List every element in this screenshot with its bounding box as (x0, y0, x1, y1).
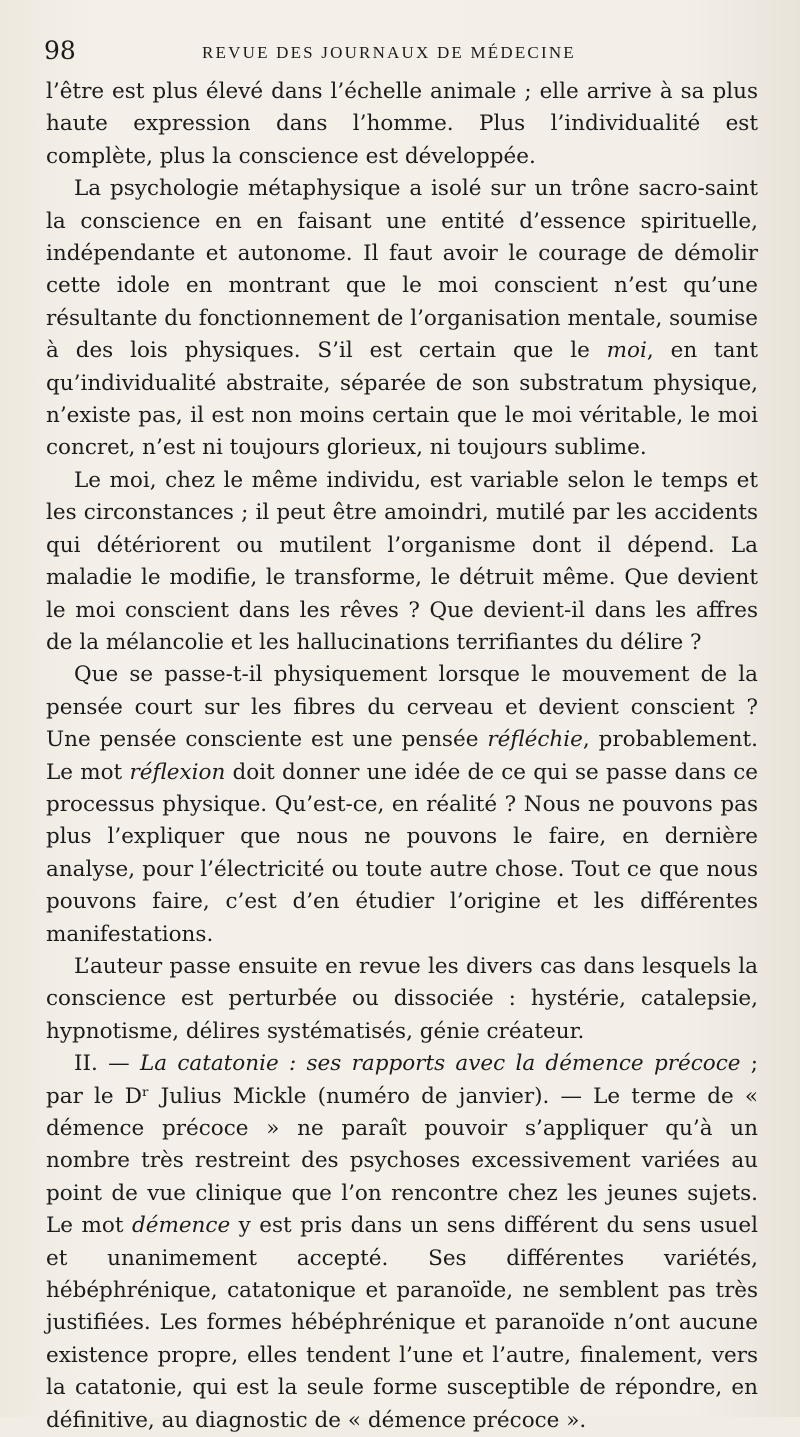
paragraph-4 (46, 659, 758, 951)
paragraph-2 (46, 173, 758, 465)
italic-term: réfléchie (487, 727, 583, 753)
page-number: 98 (44, 36, 76, 65)
section-number: II. (74, 1051, 98, 1077)
paragraph-text: , probablement. Le mot (46, 727, 758, 785)
article-title: La catatonie : ses rapports avec la démence précoce (139, 1051, 741, 1077)
page-header (44, 36, 760, 70)
body-text (46, 76, 758, 1437)
italic-term: démence (131, 1213, 231, 1239)
paragraph-text: L’auteur passe ensuite en revue les divers cas dans lesquels la conscience est perturbée ou dissociée : hystérie, catalepsie, hypnotisme, délires systématisés, génie créateur. (46, 953, 758, 1044)
running-title: REVUE DES JOURNAUX DE MÉDECINE (202, 43, 576, 62)
paragraph-text: , en tant qu’individualité abstraite, séparée de son substratum physique, n’existe pas, il est non moins certain que le moi véritable, le moi concret, n’est ni toujours glorieux, ni toujours sublime. (46, 338, 758, 461)
paragraph-text: y est pris dans un sens différent du sens usuel et unanimement accepté. Ses différentes variétés, hébéphrénique, catatonique et paranoïde, ne semblent pas très justifiées. Les formes hébéphrénique et paranoïde n’ont aucune existence propre, elles tendent l’une et l’autre, finalement, vers la catatonie, qui est la seule forme susceptible de répondre, en définitive, au diagnostic de « démence précoce ». (46, 1213, 758, 1433)
paragraph-3 (46, 465, 758, 659)
paragraph-1 (46, 76, 758, 173)
paragraph-text: l’être est plus élevé dans l’échelle animale ; elle arrive à sa plus haute expression dans l’homme. Plus l’individualité est complète, plus la conscience est développée. (46, 79, 758, 169)
paragraph-text: Le moi, chez le même individu, est variable selon le temps et les circonstances ; il peut être amoindri, mutilé par les accidents qui détériorent ou mutilent l’organisme dont il dépend. La maladie le modifie, le transforme, le détruit même. Que devient le moi conscient dans les rêves ? Que devient-il dans les affres de la mélancolie et les hallucinations terrifiantes du délire ? (46, 467, 758, 655)
dash: — (97, 1051, 140, 1077)
italic-term: réflexion (129, 759, 226, 785)
paragraph-text: doit donner une idée de ce qui se passe dans ce processus physique. Qu’est-ce, en réalité ? Nous ne pouvons pas plus l’expliquer que nous ne pouvons le faire, en dernière analyse, pour l’électricité ou toute autre chose. Tout ce que nous pouvons faire, c’est d’en étudier l’origine et les différentes manifestations. (46, 759, 759, 947)
paragraph-text: La psychologie métaphysique a isolé sur un trône sacro-saint la conscience en en faisant une entité d’essence spirituelle, indépendante et autonome. Il faut avoir le courage de démolir cette idole en montrant que le moi conscient n’est qu’une résultante du fonctionnement de l’organisation mentale, soumise à des lois physiques. S’il est certain que le (46, 176, 758, 364)
paragraph-text: ; par le Dʳ Julius Mickle (numéro de janvier). — Le terme de « démence précoce » ne paraît pouvoir s’appliquer qu’à un nombre très restreint des psychoses excessivement variées au point de vue clinique que l’on rencontre chez les jeunes sujets. Le mot (46, 1051, 759, 1239)
paragraph-6 (46, 1048, 758, 1437)
paragraph-text: Que se passe-t-il physiquement lorsque le mouvement de la pensée court sur les fibres du cerveau et devient conscient ? Une pensée consciente est une pensée (46, 662, 758, 753)
italic-term: moi (606, 338, 647, 364)
paragraph-5 (46, 951, 758, 1048)
